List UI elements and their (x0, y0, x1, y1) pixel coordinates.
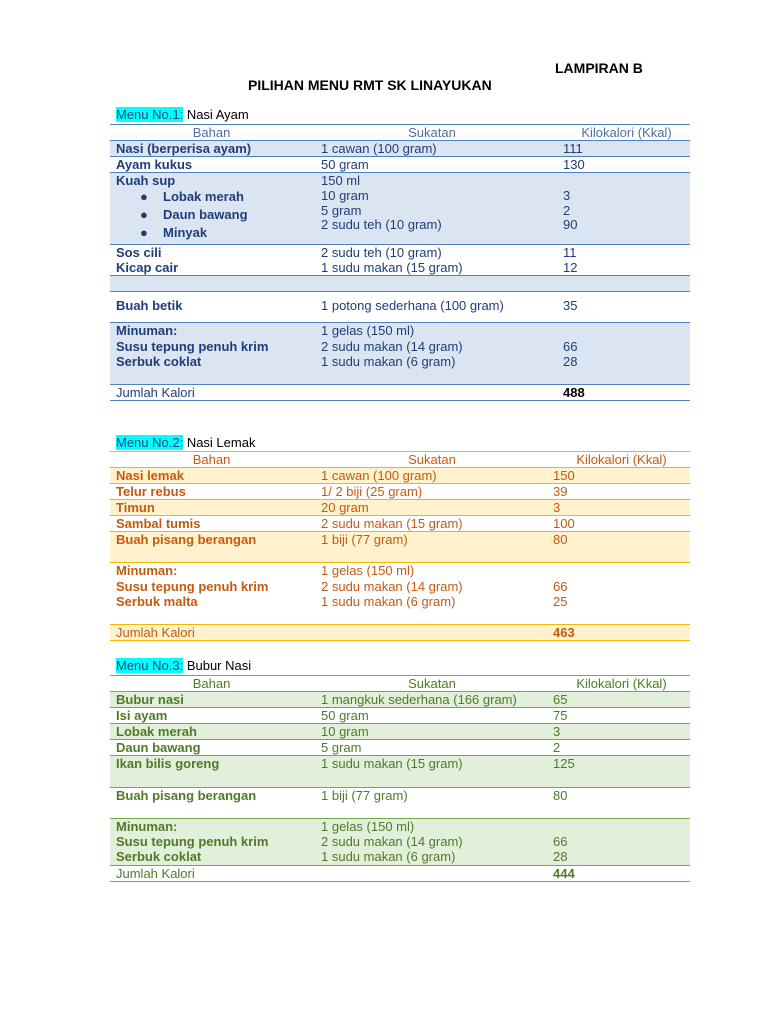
kcal: 130 (563, 157, 585, 172)
measure: 50 gram (321, 157, 369, 172)
measure: 2 sudu teh (10 gram) (321, 245, 442, 260)
measure: 5 gram (321, 740, 362, 755)
ingredient: Susu tepung penuh krim (116, 579, 269, 594)
ingredient: Serbuk coklat (116, 354, 202, 369)
ingredient: Serbuk malta (116, 594, 198, 609)
list-item (110, 189, 690, 207)
menu-3-label (116, 658, 251, 673)
menu-3-table (110, 675, 690, 882)
measure: 2 sudu makan (14 gram) (321, 579, 463, 594)
menu-2-label (116, 435, 255, 450)
page-title: PILIHAN MENU RMT SK LINAYUKAN (248, 77, 492, 93)
table-row (110, 484, 690, 500)
menu-1-tag: Menu No.1: (116, 107, 184, 122)
ingredient: Ikan bilis goreng (116, 756, 220, 771)
table-row (110, 173, 690, 245)
kcal: 80 (553, 532, 568, 547)
ingredient: Bubur nasi (116, 692, 184, 707)
measure: 1 biji (77 gram) (321, 532, 408, 547)
column-header-kilokalori: Kilokalori (Kkal) (576, 676, 667, 691)
ingredient: Minuman: (116, 819, 178, 834)
table-row (110, 516, 690, 532)
ingredient: Kuah sup (116, 173, 176, 188)
measure: 1 cawan (100 gram) (321, 468, 437, 483)
kcal: 66 (553, 579, 568, 594)
kcal: 125 (553, 756, 575, 771)
kcal: 3 (553, 724, 561, 739)
bullet-icon: ● (140, 225, 148, 240)
sub-ingredient-list (110, 189, 690, 243)
total-value: 488 (563, 385, 585, 400)
table-row (110, 245, 690, 276)
total-label: Jumlah Kalori (116, 866, 195, 881)
kcal: 11 (563, 245, 577, 260)
kcal: 3 (553, 500, 561, 515)
table-row (110, 141, 690, 157)
menu-1-table (110, 124, 690, 401)
ingredient: Susu tepung penuh krim (116, 834, 269, 849)
kcal: 90 (563, 217, 578, 232)
kcal: 80 (553, 788, 568, 803)
measure: 5 gram (321, 203, 362, 218)
ingredient: Daun bawang (163, 207, 248, 222)
total-row (110, 866, 690, 882)
kcal: 2 (553, 740, 561, 755)
kcal: 66 (563, 339, 578, 354)
table-header-row (110, 675, 690, 692)
menu-1-label (116, 107, 249, 122)
menu-3-name: Bubur Nasi (183, 658, 252, 673)
ingredient: Sambal tumis (116, 516, 201, 531)
menu-2-table (110, 451, 690, 641)
ingredient: Serbuk coklat (116, 849, 202, 864)
table-row (110, 292, 690, 323)
bullet-icon: ● (140, 189, 148, 204)
measure: 150 ml (321, 173, 361, 188)
measure: 2 sudu teh (10 gram) (321, 217, 442, 232)
kcal: 111 (563, 141, 583, 156)
kcal: 66 (553, 834, 568, 849)
column-header-bahan: Bahan (192, 125, 231, 140)
ingredient: Timun (116, 500, 155, 515)
column-header-bahan: Bahan (192, 452, 231, 467)
measure: 1 sudu makan (6 gram) (321, 594, 456, 609)
ingredient: Kicap cair (116, 260, 179, 275)
ingredient: Buah pisang berangan (116, 788, 257, 803)
kcal: 28 (553, 849, 568, 864)
table-header-row (110, 451, 690, 468)
table-row (110, 724, 690, 740)
table-row (110, 323, 690, 385)
kcal: 39 (553, 484, 568, 499)
measure: 2 sudu makan (15 gram) (321, 516, 463, 531)
measure: 1 gelas (150 ml) (321, 819, 415, 834)
table-row (110, 788, 690, 819)
measure: 1 sudu makan (15 gram) (321, 260, 463, 275)
table-spacer-row (110, 276, 690, 292)
menu-1-name: Nasi Ayam (183, 107, 249, 122)
measure: 10 gram (321, 724, 369, 739)
table-row (110, 740, 690, 756)
ingredient: Susu tepung penuh krim (116, 339, 269, 354)
kcal: 75 (553, 708, 568, 723)
kcal: 150 (553, 468, 575, 483)
ingredient: Minuman: (116, 323, 178, 338)
annex-label: LAMPIRAN B (555, 60, 643, 76)
menu-2-tag: Menu No.2: (116, 435, 184, 450)
table-header-row (110, 124, 690, 141)
column-header-sukatan: Sukatan (408, 125, 456, 140)
ingredient: Buah pisang berangan (116, 532, 257, 547)
ingredient: Lobak merah (163, 189, 244, 204)
measure: 2 sudu makan (14 gram) (321, 834, 463, 849)
total-label: Jumlah Kalori (116, 625, 195, 640)
measure: 1 gelas (150 ml) (321, 563, 415, 578)
kcal: 2 (563, 203, 571, 218)
measure: 1 potong sederhana (100 gram) (321, 298, 504, 313)
ingredient: Isi ayam (116, 708, 168, 723)
ingredient: Minuman: (116, 563, 178, 578)
measure: 20 gram (321, 500, 369, 515)
table-row (110, 692, 690, 708)
ingredient: Nasi lemak (116, 468, 184, 483)
measure: 1 biji (77 gram) (321, 788, 408, 803)
ingredient: Ayam kukus (116, 157, 193, 172)
table-row (110, 468, 690, 484)
total-value: 444 (553, 866, 575, 881)
kcal: 65 (553, 692, 568, 707)
total-row (110, 385, 690, 401)
measure: 1/ 2 biji (25 gram) (321, 484, 423, 499)
bullet-icon: ● (140, 207, 148, 222)
measure: 1 gelas (150 ml) (321, 323, 415, 338)
kcal: 12 (563, 260, 578, 275)
table-row (110, 708, 690, 724)
measure: 1 sudu makan (6 gram) (321, 354, 456, 369)
ingredient: Nasi (berperisa ayam) (116, 141, 252, 156)
kcal: 25 (553, 594, 568, 609)
total-row (110, 625, 690, 641)
measure: 50 gram (321, 708, 369, 723)
table-row (110, 819, 690, 866)
table-row (110, 563, 690, 625)
column-header-sukatan: Sukatan (408, 452, 456, 467)
table-row (110, 157, 690, 173)
kcal: 100 (553, 516, 575, 531)
measure: 2 sudu makan (14 gram) (321, 339, 463, 354)
ingredient: Buah betik (116, 298, 183, 313)
kcal: 28 (563, 354, 578, 369)
total-value: 463 (553, 625, 575, 640)
measure: 1 sudu makan (6 gram) (321, 849, 456, 864)
column-header-bahan: Bahan (192, 676, 231, 691)
menu-2-name: Nasi Lemak (183, 435, 256, 450)
ingredient: Telur rebus (116, 484, 186, 499)
column-header-sukatan: Sukatan (408, 676, 456, 691)
ingredient: Daun bawang (116, 740, 201, 755)
measure: 1 cawan (100 gram) (321, 141, 437, 156)
kcal: 35 (563, 298, 578, 313)
table-row (110, 532, 690, 563)
menu-3-tag: Menu No.3: (116, 658, 184, 673)
table-row (110, 756, 690, 788)
column-header-kilokalori: Kilokalori (Kkal) (576, 452, 667, 467)
ingredient: Lobak merah (116, 724, 197, 739)
list-item (110, 217, 690, 243)
total-label: Jumlah Kalori (116, 385, 195, 400)
ingredient: Sos cili (116, 245, 162, 260)
measure: 1 mangkuk sederhana (166 gram) (321, 692, 517, 707)
kcal: 3 (563, 188, 571, 203)
column-header-kilokalori: Kilokalori (Kkal) (581, 125, 672, 140)
measure: 1 sudu makan (15 gram) (321, 756, 463, 771)
ingredient: Minyak (163, 225, 208, 240)
measure: 10 gram (321, 188, 369, 203)
table-row (110, 500, 690, 516)
